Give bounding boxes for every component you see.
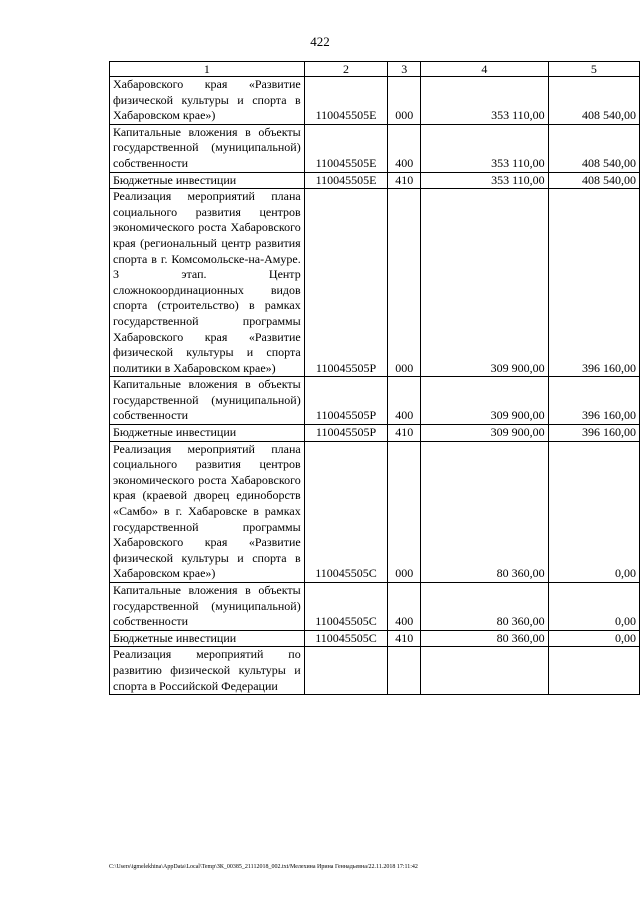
table-row bbox=[110, 77, 640, 125]
column-header: 5 bbox=[548, 62, 639, 77]
target-code: 110045505Р bbox=[304, 377, 388, 425]
table-row bbox=[110, 189, 640, 377]
target-code: 110045505С bbox=[304, 630, 388, 647]
amount-year-1: 80 360,00 bbox=[421, 630, 548, 647]
amount-year-2: 396 160,00 bbox=[548, 189, 639, 377]
column-header: 4 bbox=[421, 62, 548, 77]
table-row bbox=[110, 630, 640, 647]
column-header: 1 bbox=[110, 62, 305, 77]
expense-type: 400 bbox=[388, 124, 421, 172]
amount-year-1: 309 900,00 bbox=[421, 425, 548, 442]
table-row bbox=[110, 124, 640, 172]
amount-year-2: 0,00 bbox=[548, 441, 639, 582]
amount-year-1: 353 110,00 bbox=[421, 124, 548, 172]
target-code bbox=[304, 647, 388, 695]
table-row bbox=[110, 377, 640, 425]
row-name: Реализация мероприятий по развитию физической культуры и спорта в Российской Федерации bbox=[110, 647, 305, 695]
target-code: 110045505Е bbox=[304, 77, 388, 125]
amount-year-1 bbox=[421, 647, 548, 695]
table-row bbox=[110, 172, 640, 189]
expense-type: 000 bbox=[388, 189, 421, 377]
amount-year-2: 396 160,00 bbox=[548, 425, 639, 442]
amount-year-1: 309 900,00 bbox=[421, 377, 548, 425]
table-header-row bbox=[110, 62, 640, 77]
expense-type: 000 bbox=[388, 77, 421, 125]
expense-type: 400 bbox=[388, 377, 421, 425]
amount-year-2: 396 160,00 bbox=[548, 377, 639, 425]
expense-type: 410 bbox=[388, 425, 421, 442]
page-number: 422 bbox=[310, 34, 330, 49]
expense-type bbox=[388, 647, 421, 695]
row-name: Реализация мероприятий плана социального развития центров экономического роста Хабаровского края (региональный центр развития спорта в г. Комсомольске-на-Амуре. 3 этап. Центр сложнокоординационных видов спорта (строительство) в рамках государственной программы Хабаровского края «Развитие физической культуры и спорта политики в Хабаровском крае») bbox=[110, 189, 305, 377]
column-header: 3 bbox=[388, 62, 421, 77]
document-footer-path: C:\Users\igmelekhina\AppData\Local\Temp\ЗК_00385_21112018_002.txt/Мелехина Ирина Геннадьевна/22.11.2018 17:11:42 bbox=[109, 864, 418, 870]
expense-type: 400 bbox=[388, 583, 421, 631]
row-name: Капитальные вложения в объекты государственной (муниципальной) собственности bbox=[110, 124, 305, 172]
amount-year-1: 309 900,00 bbox=[421, 189, 548, 377]
expense-type: 000 bbox=[388, 441, 421, 582]
table-row bbox=[110, 583, 640, 631]
budget-table bbox=[109, 61, 640, 695]
row-name: Капитальные вложения в объекты государственной (муниципальной) собственности bbox=[110, 583, 305, 631]
row-name: Реализация мероприятий плана социального развития центров экономического роста Хабаровского края (краевой дворец единоборств «Самбо» в г. Хабаровске в рамках государственной программы Хабаровского края «Развитие физической культуры и спорта в Хабаровском крае») bbox=[110, 441, 305, 582]
target-code: 110045505Е bbox=[304, 172, 388, 189]
amount-year-1: 80 360,00 bbox=[421, 583, 548, 631]
amount-year-2 bbox=[548, 647, 639, 695]
amount-year-2: 408 540,00 bbox=[548, 172, 639, 189]
row-name: Бюджетные инвестиции bbox=[110, 425, 305, 442]
expense-type: 410 bbox=[388, 630, 421, 647]
amount-year-1: 353 110,00 bbox=[421, 77, 548, 125]
table-row bbox=[110, 425, 640, 442]
amount-year-1: 80 360,00 bbox=[421, 441, 548, 582]
table-row bbox=[110, 441, 640, 582]
amount-year-2: 408 540,00 bbox=[548, 77, 639, 125]
amount-year-1: 353 110,00 bbox=[421, 172, 548, 189]
row-name: Хабаровского края «Развитие физической культуры и спорта в Хабаровском крае») bbox=[110, 77, 305, 125]
target-code: 110045505Р bbox=[304, 425, 388, 442]
amount-year-2: 408 540,00 bbox=[548, 124, 639, 172]
target-code: 110045505Е bbox=[304, 124, 388, 172]
target-code: 110045505С bbox=[304, 583, 388, 631]
row-name: Бюджетные инвестиции bbox=[110, 630, 305, 647]
amount-year-2: 0,00 bbox=[548, 630, 639, 647]
target-code: 110045505Р bbox=[304, 189, 388, 377]
amount-year-2: 0,00 bbox=[548, 583, 639, 631]
column-header: 2 bbox=[304, 62, 388, 77]
row-name: Капитальные вложения в объекты государственной (муниципальной) собственности bbox=[110, 377, 305, 425]
expense-type: 410 bbox=[388, 172, 421, 189]
target-code: 110045505С bbox=[304, 441, 388, 582]
table-row bbox=[110, 647, 640, 695]
row-name: Бюджетные инвестиции bbox=[110, 172, 305, 189]
